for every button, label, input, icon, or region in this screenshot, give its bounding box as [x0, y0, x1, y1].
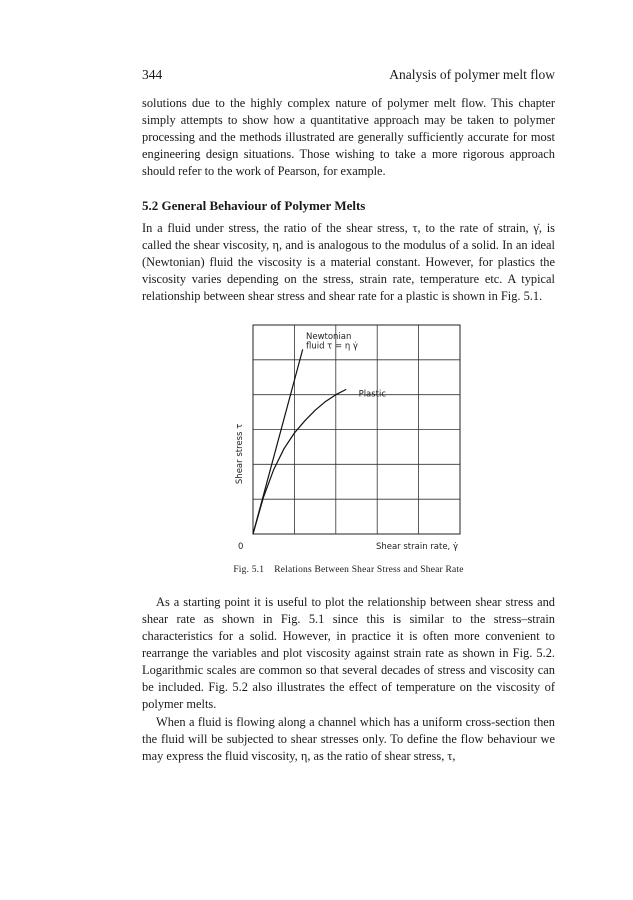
chart-grid — [253, 325, 460, 534]
figure-5-1 — [232, 322, 472, 564]
newtonian-label-line2: fluid τ = η γ̇ — [305, 341, 358, 352]
last-text: When a fluid is flowing along a channel which has a uniform cross-section then the fluid will be subjected to shear stresses only. To define the flow behaviour we may express the fluid viscosity, η, as the ratio of shear stress, τ, — [142, 715, 555, 763]
chart-series — [253, 349, 346, 534]
page-number: 344 — [142, 67, 163, 82]
caption-text: Relations Between Shear Stress and Shear Rate — [274, 565, 464, 575]
section-body-paragraph — [142, 220, 555, 305]
newtonian-label-line1: Newtonian — [305, 331, 352, 342]
shear-chart — [232, 322, 472, 564]
y-axis-label: Shear stress τ — [235, 423, 245, 485]
chart-labels — [235, 332, 458, 552]
intro-paragraph — [142, 95, 555, 180]
after-figure-text: As a starting point it is useful to plot the relationship between shear stress and shear rate as shown in Fig. 5.1 since this is similar to the stress–strain characteristics for a solid. However, in practice it is often more convenient to rearrange the variables and plot viscosity against strain rate as shown in Fig. 5.2. Logarithmic scales are common so that several decades of stress and viscosity can be included. Fig. 5.2 also illustrates the effect of temperature on the viscosity of polymer melts. — [142, 595, 555, 711]
section-heading: 5.2 General Behaviour of Polymer Melts — [142, 198, 366, 213]
plastic-label: Plastic — [358, 389, 387, 400]
section-body-text: In a fluid under stress, the ratio of the shear stress, τ, to the rate of strain, γ̇, is called the shear viscosity, η, and is analogous to the modulus of a solid. In an ideal (Newtonian) fluid the viscosity is a material constant. However, for plastics the viscosity varies depending on the stress, strain rate, temperature etc. A typical relationship between shear stress and shear rate for a plastic is shown in Fig. 5.1. — [142, 221, 555, 303]
caption-label: Fig. 5.1 — [233, 565, 265, 575]
origin-label: 0 — [238, 542, 244, 552]
x-axis-label: Shear strain rate, γ̇ — [375, 542, 458, 552]
plastic-curve — [253, 389, 346, 534]
last-paragraph — [142, 714, 555, 765]
intro-text: solutions due to the highly complex nature of polymer melt flow. This chapter simply attempts to show how a quantitative approach may be taken to polymer processing and the methods illustrated are generally sufficiently accurate for most engineering design situations. Those wishing to take a more rigorous approach should refer to the work of Pearson, for example. — [142, 96, 555, 178]
after-figure-paragraph — [142, 594, 555, 713]
running-title: Analysis of polymer melt flow — [389, 67, 555, 82]
figure-caption — [142, 565, 555, 575]
